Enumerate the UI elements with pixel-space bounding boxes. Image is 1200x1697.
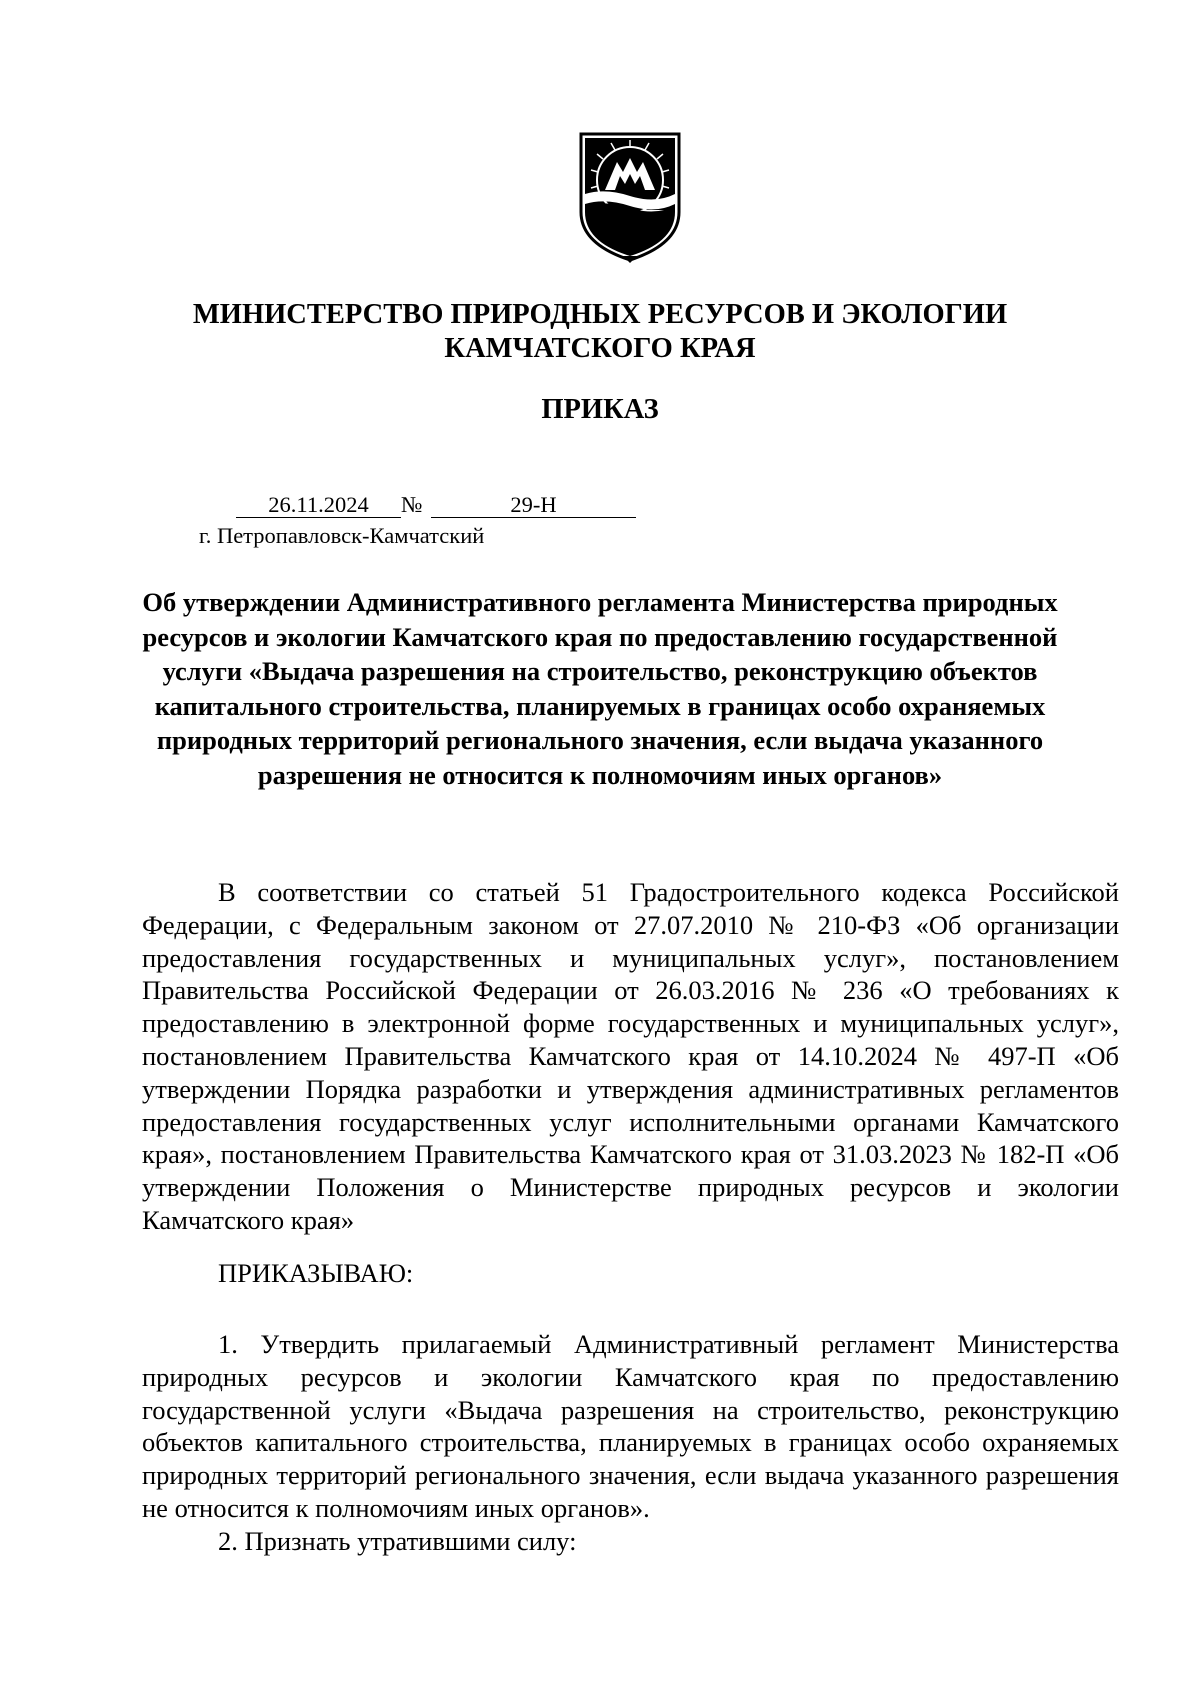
order-word: ПРИКАЗЫВАЮ: [218,1258,414,1288]
document-city: г. Петропавловск-Камчатский [199,523,485,548]
document-subject: Об утверждении Административного регламента Министерства природных ресурсов и экологии Камчатского края по предоставлению государственной услуги «Выдача разрешения на строительство, реконструкцию объектов капитального строительства, планируемых в границах особо охраняемых природных территорий регионального значения, если выдача указанного разрешения не относится к полномочиям иных органов» [142,587,1058,790]
order-item-1: 1. Утвердить прилагаемый Административный регламент Министерства природных ресурсов и экологии Камчатского края по предоставлению государственной услуги «Выдача разрешения на строительство, реконструкцию объектов капитального строительства, планируемых в границах особо охраняемых природных территорий регионального значения, если выдача указанного разрешения не относится к полномочиям иных органов». [142,1329,1119,1523]
document-date: 26.11.2024 [236,493,401,518]
coat-of-arms-emblem [575,130,685,265]
ministry-name-line2: КАМЧАТСКОГО КРАЯ [444,333,756,364]
ministry-name-line1: МИНИСТЕРСТВО ПРИРОДНЫХ РЕСУРСОВ И ЭКОЛОГИИ [192,299,1008,330]
date-number-line [236,490,636,520]
number-sign: № [401,492,423,517]
preamble-paragraph: В соответствии со статьей 51 Градостроительного кодекса Российской Федерации, с Федеральным законом от 27.07.2010 № 210-ФЗ «Об организации предоставления государственных и муниципальных услуг», постановлением Правительства Российской Федерации от 26.03.2016 № 236 «О требованиях к предоставлению в электронной форме государственных и муниципальных услуг», постановлением Правительства Камчатского края от 14.10.2024 № 497-П «Об утверждении Порядка разработки и утверждения административных регламентов предоставления государственных услуг исполнительными органами Камчатского края», постановлением Правительства Камчатского края от 31.03.2023 № 182-П «Об утверждении Положения о Министерстве природных ресурсов и экологии Камчатского края» [142,877,1119,1235]
order-item-2: 2. Признать утратившими силу: [218,1526,577,1556]
document-number: 29-Н [431,493,636,518]
document-type-title: ПРИКАЗ [541,394,659,425]
